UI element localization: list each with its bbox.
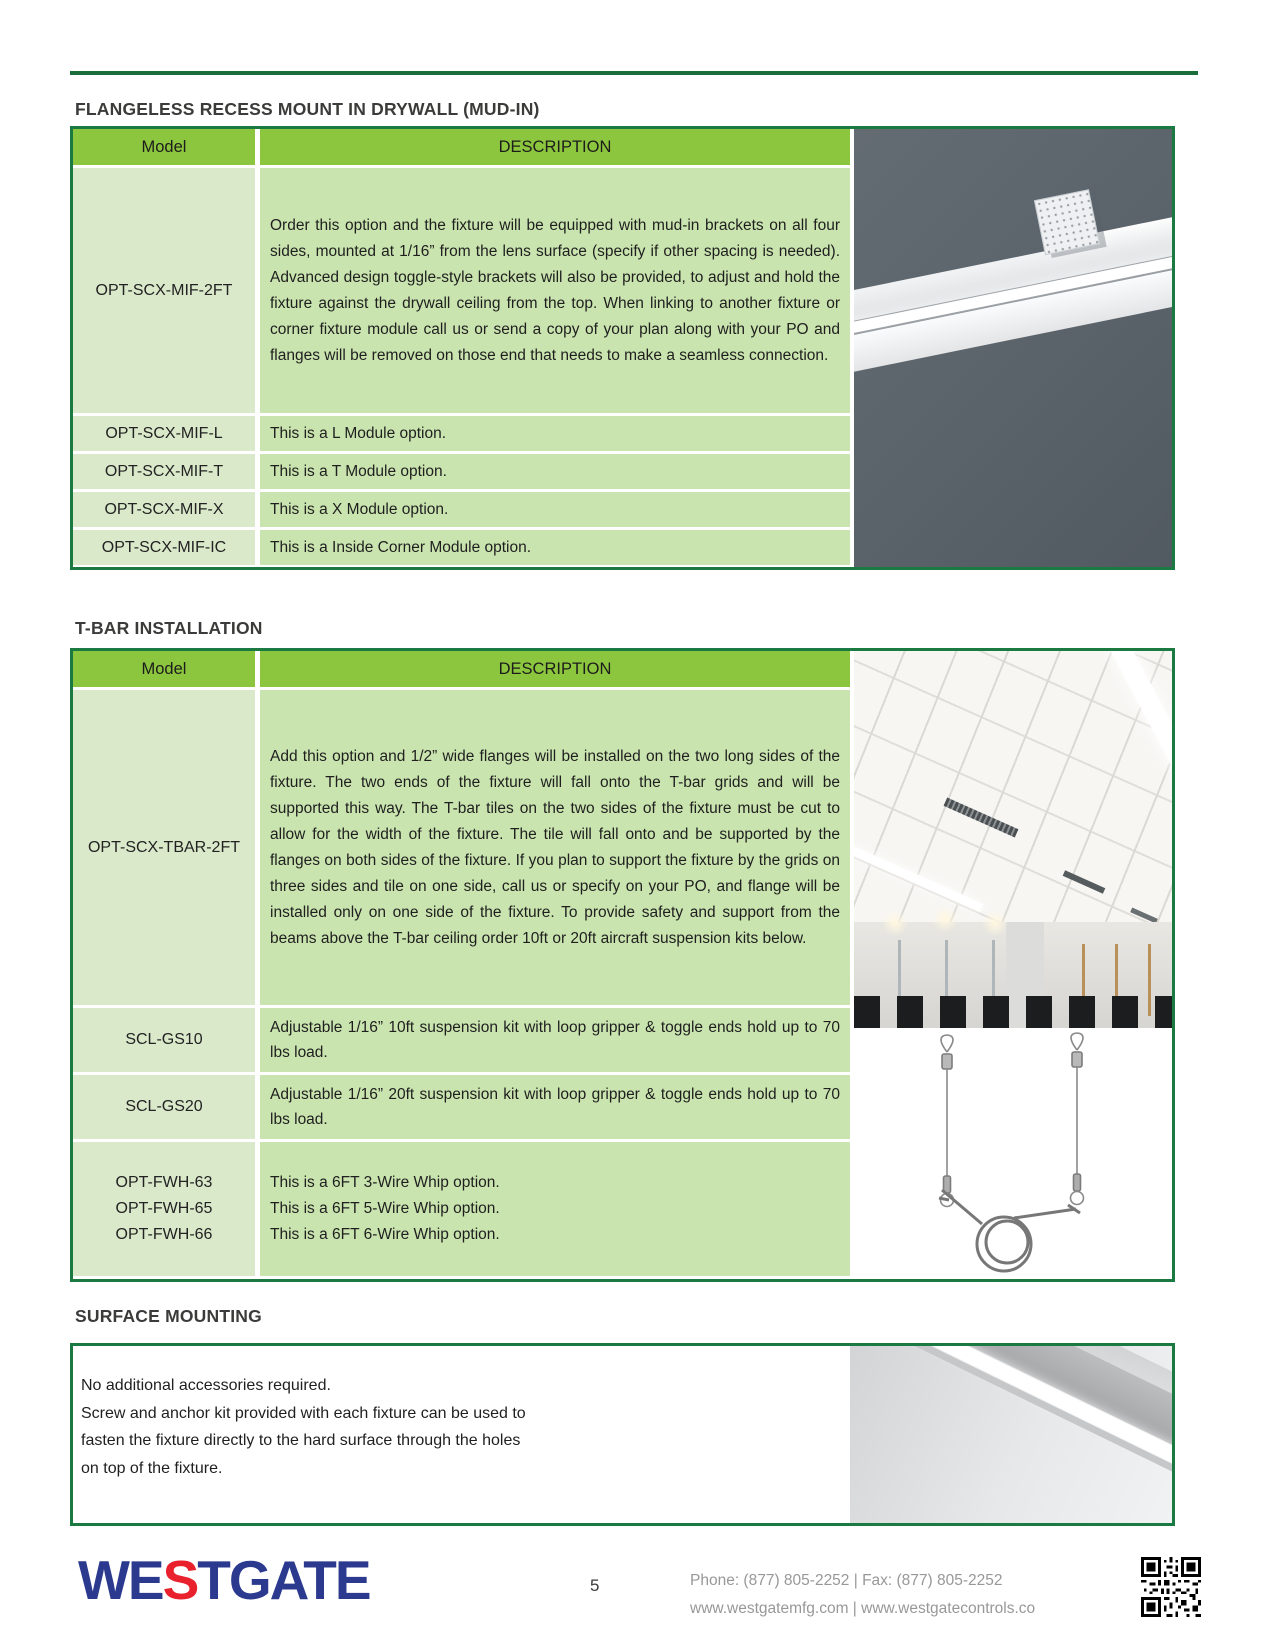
footer-websites: www.westgatemfg.com | www.westgatecontrols.co	[690, 1600, 1036, 1617]
column-header-model: Model	[73, 129, 255, 165]
description-cell: This is a T Module option.	[260, 454, 850, 489]
column-header-description: DESCRIPTION	[260, 651, 850, 687]
model-cell: SCL-GS10	[73, 1008, 255, 1072]
tbar-table-columns	[73, 651, 854, 1279]
qr-code-icon	[1141, 1557, 1201, 1617]
model-cell: OPT-SCX-MIF-2FT	[73, 168, 255, 413]
description-cell: This is a X Module option.	[260, 492, 850, 527]
footer-phone-fax: Phone: (877) 805-2252 | Fax: (877) 805-2252	[690, 1572, 1003, 1589]
model-cell: OPT-SCX-MIF-X	[73, 492, 255, 527]
description-cell: Adjustable 1/16” 10ft suspension kit with loop gripper & toggle ends hold up to 70 lbs load.	[260, 1008, 850, 1072]
table-row	[73, 454, 850, 489]
mud-in-fixture-image	[854, 129, 1172, 567]
surface-mounting-box	[70, 1343, 1175, 1526]
model-cell: OPT-SCX-MIF-IC	[73, 530, 255, 565]
table-row	[73, 168, 850, 413]
westgate-logo: WESTGATE	[78, 1549, 370, 1611]
footer-contact	[690, 1567, 1035, 1623]
model-cell: OPT-SCX-TBAR-2FT	[73, 690, 255, 1005]
tbar-image-column	[854, 651, 1172, 1279]
table-row	[73, 1142, 850, 1276]
suspension-cables-graphic	[854, 1028, 1172, 1279]
table-row	[73, 690, 850, 1005]
description-cell: Adjustable 1/16” 20ft suspension kit with loop gripper & toggle ends hold up to 70 lbs load.	[260, 1075, 850, 1139]
column-header-description: DESCRIPTION	[260, 129, 850, 165]
table-row	[73, 530, 850, 565]
wire-whip-graphic	[939, 1190, 1080, 1271]
surface-fixture-graphic	[850, 1346, 1172, 1523]
table-row	[73, 492, 850, 527]
section-heading-tbar: T-BAR INSTALLATION	[75, 618, 263, 638]
column-header-model: Model	[73, 651, 255, 687]
surface-mount-fixture-image	[850, 1346, 1172, 1523]
tbar-table	[70, 648, 1175, 1282]
description-cell: This is a 6FT 3-Wire Whip option. This is a 6FT 5-Wire Whip option. This is a 6FT 6-Wire Whip option.	[260, 1142, 850, 1276]
suspension-kit-image	[854, 1028, 1172, 1279]
mud-in-render	[854, 129, 1172, 567]
flangeless-table-columns	[73, 129, 854, 567]
model-cell: SCL-GS20	[73, 1075, 255, 1139]
description-cell: This is a Inside Corner Module option.	[260, 530, 850, 565]
table-row	[73, 416, 850, 451]
tbar-ceiling-photo	[854, 651, 1172, 1028]
junction-box-graphic	[1034, 189, 1100, 255]
table-row	[73, 1008, 850, 1072]
section-heading-surface: SURFACE MOUNTING	[75, 1306, 262, 1326]
model-cell: OPT-SCX-MIF-L	[73, 416, 255, 451]
table-header-row	[73, 129, 850, 165]
top-divider-rule	[70, 71, 1198, 75]
surface-mounting-text: No additional accessories required. Screw and anchor kit provided with each fixture can be used to fasten the fixture directly to the hard surface through the holes on top of the fixture.	[81, 1377, 526, 1477]
model-cell: OPT-SCX-MIF-T	[73, 454, 255, 489]
table-header-row	[73, 651, 850, 687]
description-cell: Add this option and 1/2” wide flanges will be installed on the two long sides of the fixture. The two ends of the fixture will fall onto the T-bar grids and will be supported this way. The T-bar tiles on the two sides of the fixture must be cut to allow for the width of the fixture. The tile will fall onto and be supported by the flanges on both sides of the fixture. If you plan to support the fixture by the grids on three sides and tile on one side, call us or specify on your PO, and flange will be installed only on one side of the fixture. To provide safety and support from the beams above the T-bar ceiling order 10ft or 20ft aircraft suspension kits below.	[260, 690, 850, 1005]
table-row	[73, 1075, 850, 1139]
recessed-fixture-graphic	[854, 211, 1172, 454]
description-cell: This is a L Module option.	[260, 416, 850, 451]
section-heading-flangeless: FLANGELESS RECESS MOUNT IN DRYWALL (MUD-IN)	[75, 99, 540, 119]
description-cell: Order this option and the fixture will be equipped with mud-in brackets on all four sides, mounted at 1/16” from the lens surface (specify if other spacing is needed). Advanced design toggle-style brackets will also be provided, to adjust and hold the fixture against the drywall ceiling from the top. When linking to another fixture or corner fixture module call us or send a copy of your plan along with your PO and flanges will be removed on those end that needs to make a seamless connection.	[260, 168, 850, 413]
page-number: 5	[590, 1576, 600, 1595]
model-cell: OPT-FWH-63 OPT-FWH-65 OPT-FWH-66	[73, 1142, 255, 1276]
flangeless-table	[70, 126, 1175, 570]
